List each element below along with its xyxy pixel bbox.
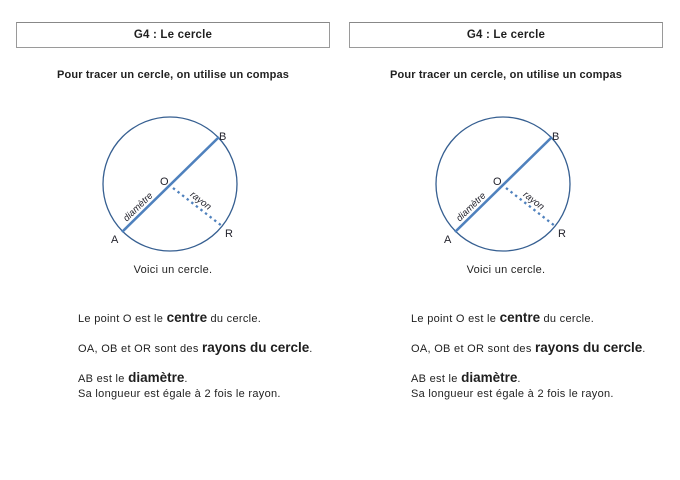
point-b-label: B <box>219 131 227 143</box>
fact-keyword: diamètre <box>461 370 518 385</box>
fact-keyword: diamètre <box>128 370 185 385</box>
point-b-label: B <box>552 131 560 143</box>
fact-longueur: Sa longueur est égale à 2 fois le rayon. <box>78 388 281 400</box>
fact-rayons <box>78 340 313 355</box>
title-box <box>16 22 330 48</box>
card-title: G4 : Le cercle <box>133 29 213 41</box>
title-box <box>349 22 663 48</box>
card-title: G4 : Le cercle <box>466 29 546 41</box>
fact-keyword: rayons du cercle <box>534 340 643 355</box>
point-o-label: O <box>160 176 169 188</box>
radius-text-label: rayon <box>520 189 547 213</box>
diameter-line <box>122 137 219 232</box>
fact-text: du cercle. <box>207 313 262 325</box>
fact-text: AB est le <box>411 373 462 385</box>
fact-text: . <box>184 373 188 385</box>
point-a-label: A <box>111 234 119 246</box>
fact-text: OA, OB et OR sont des <box>411 343 535 355</box>
lesson-card-right <box>349 0 663 480</box>
diameter-text-label: diamètre <box>121 190 156 224</box>
diagram-caption: Voici un cercle. <box>133 264 213 276</box>
fact-longueur: Sa longueur est égale à 2 fois le rayon. <box>411 388 614 400</box>
diagram-caption: Voici un cercle. <box>466 264 546 276</box>
subtitle: Pour tracer un cercle, on utilise un compas <box>389 69 622 81</box>
point-r-label: R <box>558 228 566 240</box>
diameter-line <box>455 137 552 232</box>
fact-centre <box>78 310 261 325</box>
fact-keyword: centre <box>166 310 208 325</box>
fact-text: . <box>309 343 313 355</box>
circle-diagram <box>96 110 256 260</box>
fact-text: Le point O est le <box>411 313 500 325</box>
fact-text: OA, OB et OR sont des <box>78 343 202 355</box>
subtitle: Pour tracer un cercle, on utilise un compas <box>56 69 289 81</box>
fact-text: . <box>517 373 521 385</box>
circle-diagram <box>429 110 589 260</box>
point-o-label: O <box>493 176 502 188</box>
fact-text: du cercle. <box>540 313 595 325</box>
fact-keyword: rayons du cercle <box>201 340 310 355</box>
fact-centre <box>411 310 594 325</box>
fact-text: Le point O est le <box>78 313 167 325</box>
fact-text: . <box>642 343 646 355</box>
fact-text: AB est le <box>78 373 129 385</box>
fact-diametre <box>78 370 188 385</box>
lesson-card-left <box>16 0 330 480</box>
fact-keyword: centre <box>499 310 541 325</box>
point-a-label: A <box>444 234 452 246</box>
diameter-text-label: diamètre <box>454 190 489 224</box>
fact-rayons <box>411 340 646 355</box>
radius-text-label: rayon <box>187 189 214 213</box>
fact-diametre <box>411 370 521 385</box>
point-r-label: R <box>225 228 233 240</box>
